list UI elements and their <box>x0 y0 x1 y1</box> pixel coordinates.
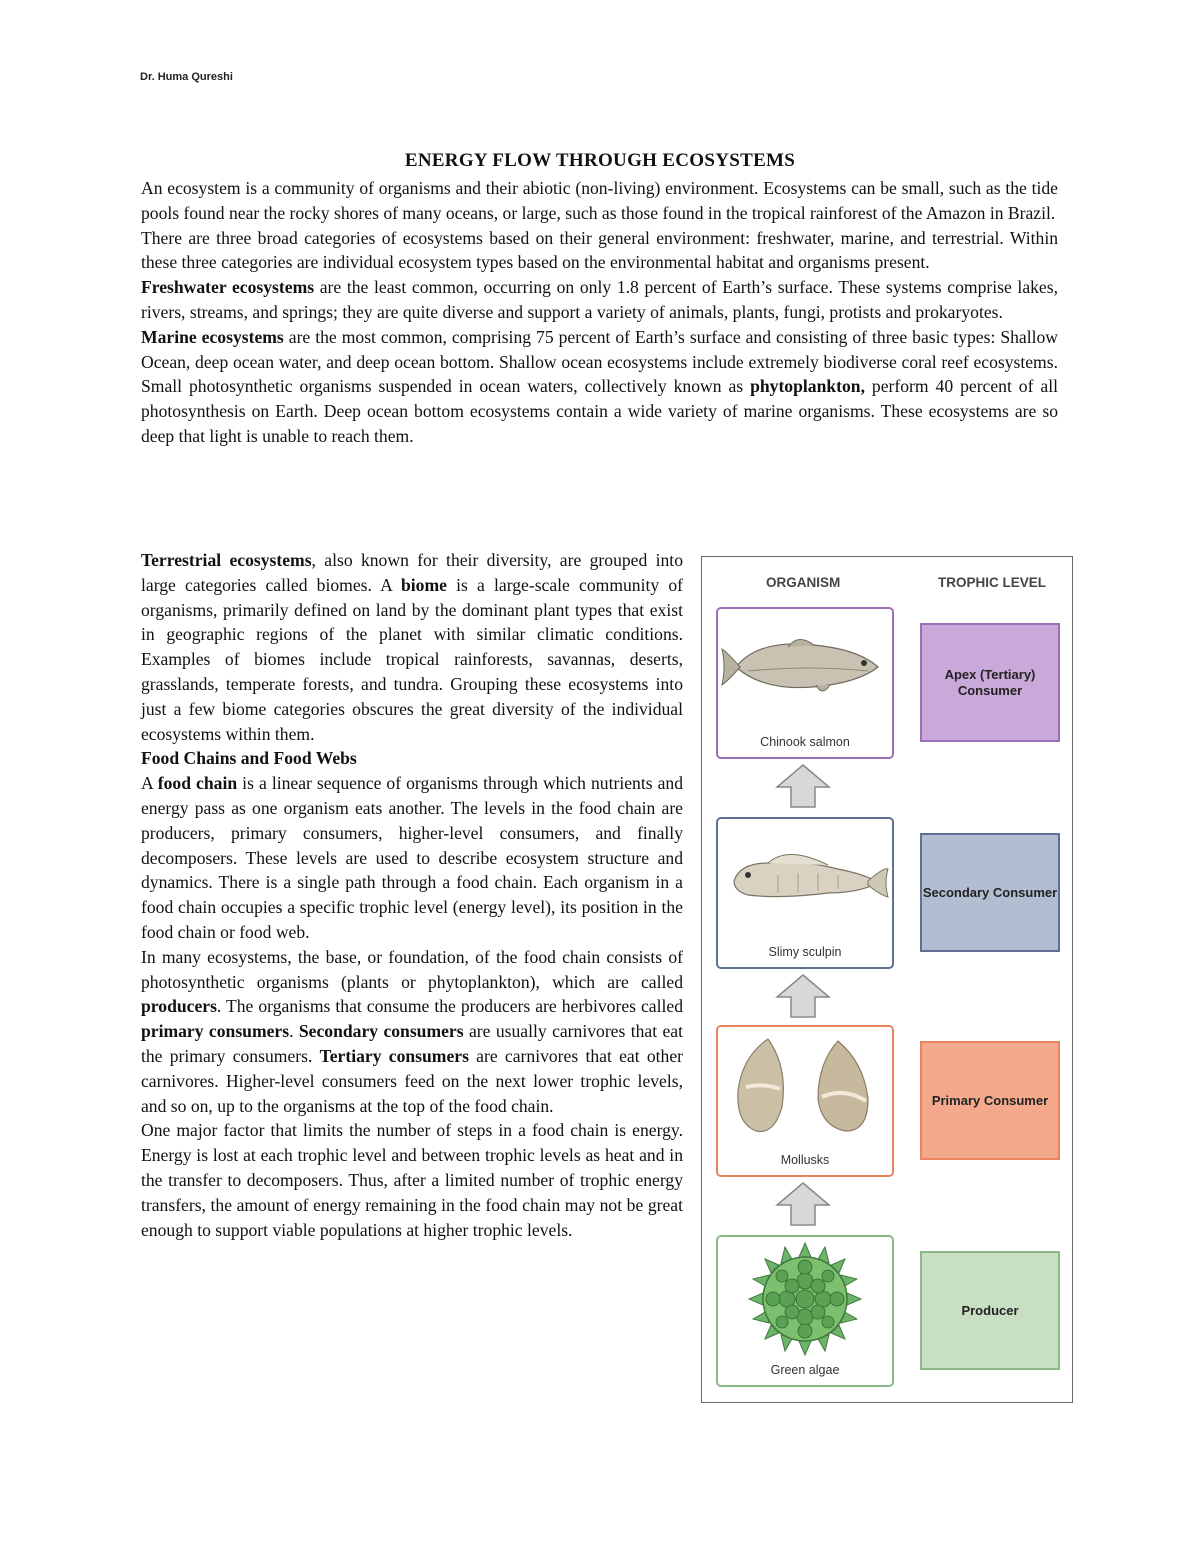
up-arrow-icon <box>775 1181 831 1227</box>
freshwater-paragraph <box>141 275 1058 325</box>
producers-text: In many ecosystems, the base, or foundation, of the food chain consists of photosynthetic organisms (plants or phytoplankton), which are called <box>141 946 683 992</box>
terrestrial-text-2: is a large-scale community of organisms, primarily defined on land by the dominant plant types that exist in geographic regions of the planet with similar climatic conditions. Examples of biomes include tropical rainforests, savannas, deserts, grasslands, temperate forests, and tundra. Grouping these ecosystems into just a few biome categories obscures the great diversity of the individual ecosystems within them. <box>141 574 683 744</box>
producers-text-5: are carnivores that eat other carnivores. Higher-level consumers feed on the next lower trophic levels, and so on, up to the organisms at the top of the food chain. <box>141 1045 684 1116</box>
freshwater-term: Freshwater ecosystems <box>141 277 315 298</box>
producers-term: producers <box>141 996 217 1017</box>
sculpin-illustration <box>718 819 892 939</box>
intro-paragraph: An ecosystem is a community of organisms and their abiotic (non-living) environment. Ecosystems can be small, such as the tide pools found near the rocky shores of many oceans, or large, such as those found in the tropical rainforest of the Amazon in Brazil. <box>141 178 1058 223</box>
organism-label: Mollusks <box>780 1153 830 1167</box>
trophic-box-secondary <box>920 833 1060 952</box>
trophic-level-label: Apex (Tertiary) Consumer <box>944 666 1036 698</box>
freshwater-text: are the least common, occurring on only 1.8 percent of Earth’s surface. These systems comprise lakes, rivers, streams, and springs; they are quite diverse and support a variety of animals, plants, fungi, protists and prokaryotes. <box>141 277 1058 322</box>
trophic-levels-figure <box>701 556 1073 1403</box>
trophic-box-primary <box>920 1041 1060 1160</box>
producers-paragraph <box>141 945 683 1119</box>
section-heading: Food Chains and Food Webs <box>141 748 357 769</box>
food-chain-paragraph <box>141 771 683 945</box>
marine-paragraph <box>141 325 1058 449</box>
producers-text-2: . The organisms that consume the producers are herbivores called <box>216 996 683 1017</box>
organism-card-sculpin <box>716 817 894 969</box>
marine-term: Marine ecosystems <box>141 326 284 347</box>
organism-label: Slimy sculpin <box>768 945 842 959</box>
marine-text: are the most common, comprising 75 percent of Earth’s surface and consisting of three basic types: Shallow Ocean, deep ocean water, and deep ocean bottom. Shallow ocean ecosystems include extremely biodiverse coral reef ecosystems. Small photosynthetic organisms suspended in ocean waters, collectively known as <box>141 326 1058 397</box>
organism-column-header: ORGANISM <box>766 575 841 590</box>
up-arrow-icon <box>775 763 831 809</box>
trophic-level-label: Secondary Consumer <box>922 884 1058 900</box>
author-name: Dr. Huma Qureshi <box>140 71 233 83</box>
organism-label: Chinook salmon <box>760 735 850 749</box>
primary-consumers-term: primary consumers <box>141 1021 290 1042</box>
terrestrial-paragraph <box>141 548 683 746</box>
up-arrow-icon <box>775 973 831 1019</box>
salmon-illustration <box>718 609 892 729</box>
green-algae-illustration <box>718 1237 892 1357</box>
secondary-consumers-term: Secondary consumers <box>298 1021 464 1042</box>
trophic-level-column-header: TROPHIC LEVEL <box>938 575 1047 590</box>
tertiary-consumers-term: Tertiary consumers <box>319 1045 469 1066</box>
food-chain-term: food chain <box>157 773 238 794</box>
terrestrial-term: Terrestrial ecosystems <box>141 550 312 570</box>
organism-card-mollusks <box>716 1025 894 1177</box>
organism-card-salmon <box>716 607 894 759</box>
terrestrial-text: , also known for their diversity, are grouped into large categories called biomes. A <box>141 550 683 595</box>
food-chain-lead: A <box>141 773 158 794</box>
trophic-level-label: Producer <box>961 1302 1019 1318</box>
organism-label: Green algae <box>770 1363 840 1377</box>
trophic-box-producer <box>920 1251 1060 1370</box>
trophic-level-label: Primary Consumer <box>931 1092 1049 1108</box>
energy-paragraph: One major factor that limits the number of steps in a food chain is energy. Energy is lost at each trophic level and between trophic levels as heat and in the transfer to decomposers. Thus, after a limited number of trophic energy transfers, the amount of energy remaining in the food chain may not be great enough to support viable populations at higher trophic levels. <box>141 1120 683 1240</box>
left-column <box>141 548 683 1242</box>
phytoplankton-term: phytoplankton, <box>750 376 865 397</box>
intro-section <box>141 176 1058 449</box>
categories-paragraph: There are three broad categories of ecosystems based on their general environment: freshwater, marine, and terrestrial. Within these three categories are individual ecosystem types based on the environmental habitat and organisms present. <box>141 227 1058 273</box>
organism-card-algae <box>716 1235 894 1387</box>
mollusks-illustration <box>718 1027 892 1147</box>
marine-text-2: perform 40 percent of all photosynthesis on Earth. Deep ocean bottom ecosystems contain a wide variety of marine organisms. These ecosystems are so deep that light is unable to reach them. <box>141 376 1058 446</box>
food-chain-text: is a linear sequence of organisms through which nutrients and energy pass as one organism eats another. The levels in the food chain are producers, primary consumers, higher-level consumers, and finally decomposers. These levels are used to describe ecosystem structure and dynamics. There is a single path through a food chain. Each organism in a food chain occupies a specific trophic level (energy level), its position in the food chain or food web. <box>141 773 684 942</box>
trophic-box-apex <box>920 623 1060 742</box>
producers-text-4: are usually carnivores that eat the primary consumers. <box>141 1021 684 1066</box>
biome-term: biome <box>401 574 447 595</box>
producers-text-3: . <box>289 1021 299 1042</box>
page-title: ENERGY FLOW THROUGH ECOSYSTEMS <box>404 150 796 171</box>
